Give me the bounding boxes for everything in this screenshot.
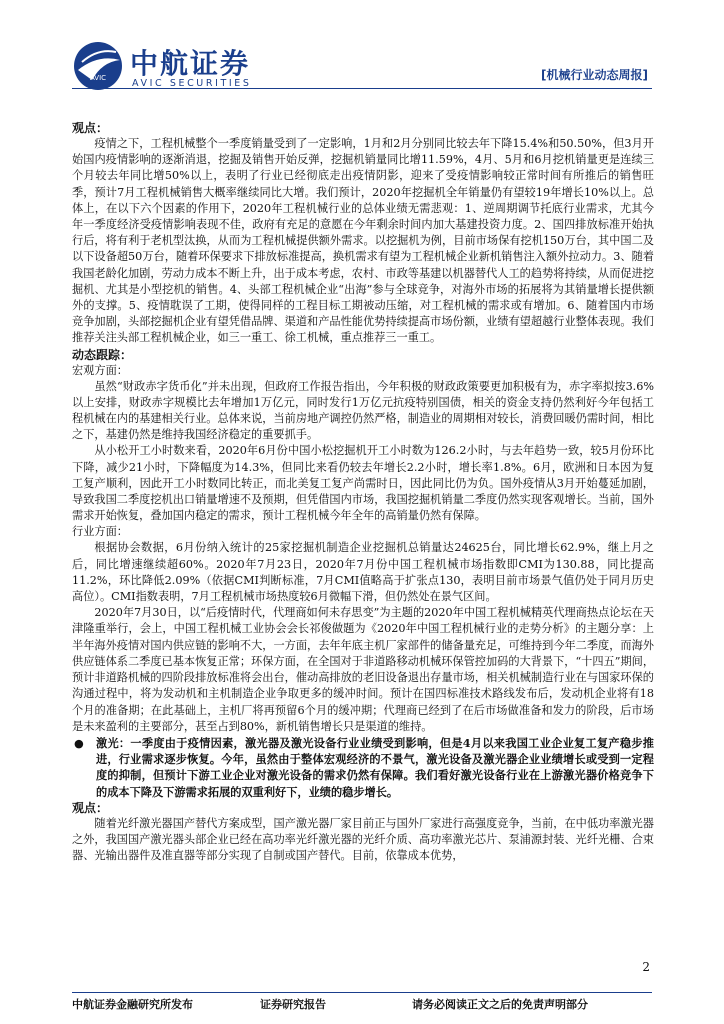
report-category-tag: [机械行业动态周报] <box>541 68 648 82</box>
viewpoint-heading: 观点： <box>72 121 109 135</box>
macro-paragraph-1: 虽然“财政赤字货币化”并未出现，但政府工作报告指出，今年积极的财政政策要更加积极有为，赤字率拟按3.6%以上安排，财政赤字规模比去年增加1万亿元，同时发行1万亿元抗疫特别国债，相关的资金支持仍然利好今年包括工程机械在内的基建相关行业。总体来说，当前房地产调控仍然严格，制造业的周期相对较长，消费回暖仍需时间，相比之下，基建仍然是维持我国经济稳定的重要抓手。 <box>72 379 654 442</box>
avic-emblem-icon <box>72 40 124 92</box>
laser-bullet <box>72 735 654 800</box>
page-number: 2 <box>642 960 650 974</box>
header-divider <box>72 88 652 89</box>
footer-publisher: 中航证券金融研究所发布 <box>72 998 193 1011</box>
logo-chinese: 中航证券 <box>130 47 251 80</box>
industry-paragraph-2: 2020年7月30日，以“后疫情时代，代理商如何未存思变”为主题的2020年中国工程机械精英代理商热点论坛在天津隆重举行，会上，中国工程机械工业协会会长祁俊做题为《2020年中国工程机械行业的走势分析》的主题分享：上半年海外疫情对国内供应链的影响不大，一方面，去年年底主机厂家部件的储备量充足，可维持到今年二季度，而海外供应链体系二季度已基本恢复正常；环保方面，在全国对于非道路移动机械环保管控加码的大背景下，“十四五”期间，预计非道路机械的四阶段排放标准将会出台，催动高排放的老旧设备退出存量市场，相关机械制造行业在与国家环保的沟通过程中，将为发动机和主机制造企业争取更多的缓冲时间。预计在国四标准技术路线发布后，发动机企业将有18个月的准备期；在此基础上，主机厂将再预留6个月的缓冲期；代理商已经到了在后市场做准备和发力的阶段，后市场是未来盈利的主要部分，甚至占到80%，新机销售增长只是渠道的维持。 <box>72 606 655 733</box>
laser-bullet-text: 激光：一季度由于疫情因素，激光器及激光设备行业业绩受到影响，但是4月以来我国工业企业复工复产稳步推进，行业需求逐步恢复。今年，虽然由于整体宏观经济的不景气，激光设备及激光器企业业绩增长或受到一定程度的抑制，但预计下游工业企业对激光设备的需求仍然有保障。我们看好激光设备行业在上游激光器价格竞争下的成本下降及下游需求拓展的双重利好下，业绩的稳步增长。 <box>96 735 654 799</box>
emblem-text: AVIC <box>89 74 107 82</box>
industry-paragraph-1: 根据协会数据，6月份纳入统计的25家挖掘机制造企业挖掘机总销量达24625台，同比增长62.9%，继上月之后，同比增速继续超60%。2020年7月23日，2020年7月份中国工程机械市场指数即CMI为130.88，同比提高11.2%，环比降低2.09%（依据CMI判断标准，7月CMI值略高于扩张点130，表明目前市场景气值仍处于同月历史高位）。CMI指数表明，7月工程机械市场热度较6月微幅下滑，但仍然处在景气区间。 <box>72 541 654 604</box>
dynamics-heading: 动态跟踪： <box>72 347 133 362</box>
report-body <box>72 120 654 864</box>
macro-paragraph-2: 从小松开工小时数来看，2020年6月份中国小松挖掘机开工小时数为126.2小时，与去年趋势一致，较5月份环比下降，减少21小时，下降幅度为14.3%，但同比来看仍较去年增长2.2小时，增长率1.8%。6月，欧洲和日本因为复工复产顺利，因此开工小时数同比转正，而北美复工复产尚需时日，因此同比仍为负。国外疫情从3月开始蔓延加剧，导致我国二季度挖机出口销量增速不及预期，但凭借国内市场，我国挖掘机销量二季度仍然实现客观增长。当前，国外需求开始恢复，叠加国内稳定的需求，预计工程机械今年全年的高销量仍然有保障。 <box>72 444 654 523</box>
viewpoint-paragraph-2: 随着光纤激光器国产替代方案成型，国产激光器厂家目前正与国外厂家进行高强度竞争，当前，在中低功率激光器之外，我国国产激光器头部企业已经在高功率光纤激光器的光纤介质、高功率激光芯片、泵浦源封装、光纤光栅、合束器、光输出器件及准直器等部分实现了自制或国产替代。目前，依靠成本优势， <box>72 816 654 863</box>
footer-divider <box>72 992 652 993</box>
industry-subheading: 行业方面： <box>72 525 128 539</box>
footer-report-type: 证券研究报告 <box>260 998 326 1011</box>
viewpoint-heading-2: 观点： <box>72 800 109 815</box>
bullet-icon: ● <box>74 735 84 750</box>
macro-subheading: 宏观方面： <box>72 363 128 377</box>
viewpoint-paragraph: 疫情之下，工程机械整个一季度销量受到了一定影响，1月和2月分别同比较去年下降15.4%和50.50%，但3月开始国内疫情影响的逐渐消退，挖掘及销售开始反弹，挖掘机销量同比增11.59%，4月、5月和6月挖机销量更是连续三个月较去年同比增50%以上，表明了行业已经彻底走出疫情阴影，迎来了受疫情影响较正常时间有所推后的销售旺季，预计7月工程机械销售大概率继续同比大增。我们预计，2020年挖掘机全年销量仍有望较19年增长10%以上。总体上，在以下六个因素的作用下，2020年工程机械行业的总体业绩无需悲观：1、逆周期调节托底行业需求，尤其今年一季度经济受疫情影响表现不佳，政府有充足的意愿在今年剩余时间内加大基建投资力度。2、国四排放标准开始执行后，将有利于老机型汰换，从而为工程机械提供额外需求。以挖掘机为例，目前市场保有挖机150万台，其中国二及以下设备超50万台，随着环保要求下排放标准提高，换机需求有望为工程机械企业新机销售注入额外拉动力。3、随着我国老龄化加剧，劳动力成本不断上升，出于成本考虑，农村、市政等基建以机器替代人工的趋势将持续，从而促进挖掘机、尤其是小型挖机的销售。4、头部工程机械企业“出海”参与全球竞争，对海外市场的拓展将为其销量增长提供额外的支撑。5、疫情耽误了工期，使得同样的工程目标工期被动压缩，对工程机械的需求或有增加。6、随着国内市场竞争加剧，头部挖掘机企业有望凭借品牌、渠道和产品性能优势持续提高市场份额，业绩有望超越行业整体表现。我们推荐关注头部工程机械企业，如三一重工、徐工机械，重点推荐三一重工。 <box>72 137 654 345</box>
logo-english: AVIC SECURITIES <box>132 78 252 89</box>
footer-disclaimer: 请务必阅读正文之后的免责声明部分 <box>412 998 588 1011</box>
